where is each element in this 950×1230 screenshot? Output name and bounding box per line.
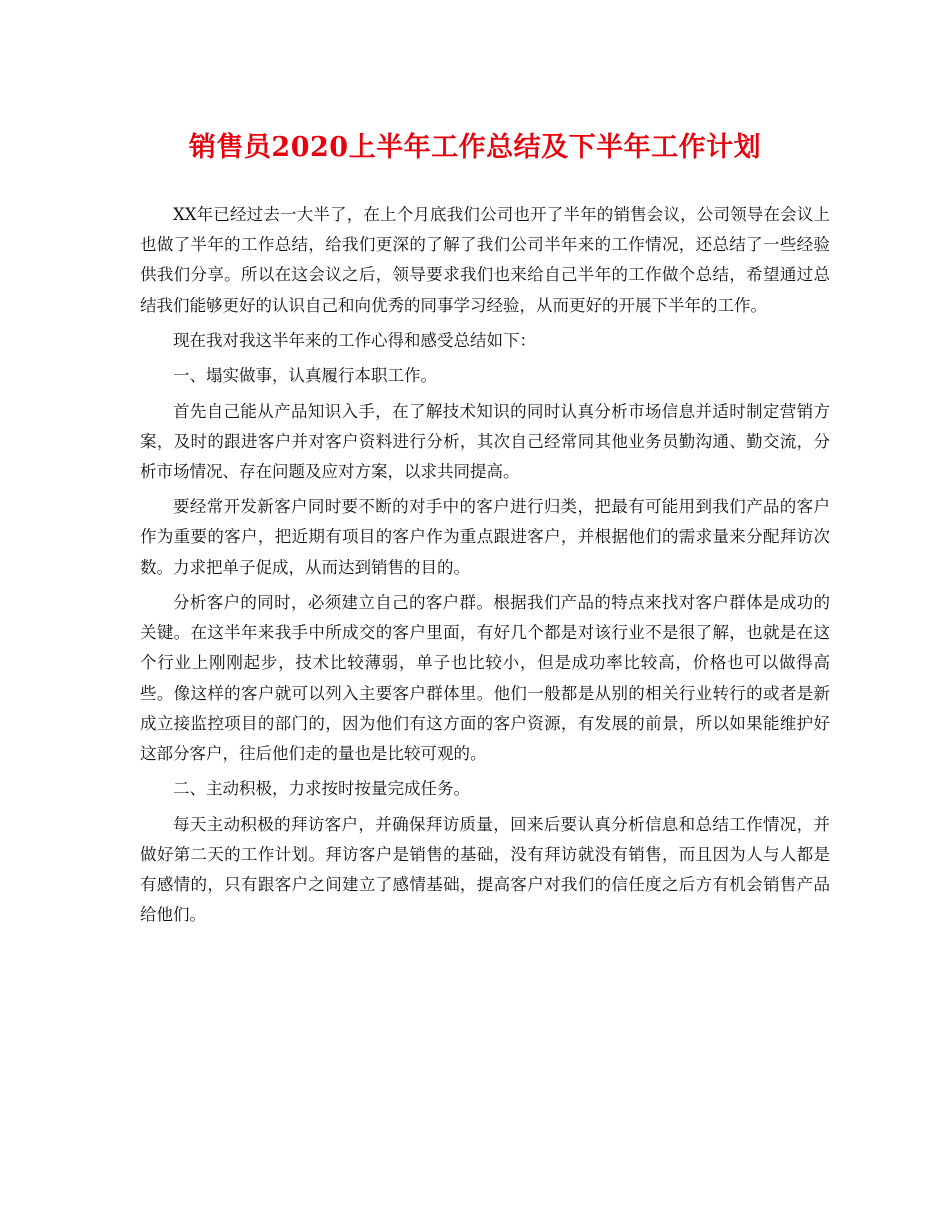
section-heading-1: 一、塌实做事，认真履行本职工作。 [173, 366, 437, 386]
paragraph-client-visits: 每天主动积极的拜访客户，并确保拜访质量，回来后要认真分析信息和总结工作情况，并做好第二天的工作计划。拜访客户是销售的基础，没有拜访就没有销售，而且因为人与人都是有感情的，只有跟客户之间建立了感情基础，提高客户对我们的信任度之后方有机会销售产品给他们。 [140, 814, 830, 925]
paragraph-product-knowledge: 首先自己能从产品知识入手，在了解技术知识的同时认真分析市场信息并适时制定营销方案，及时的跟进客户并对客户资料进行分析，其次自己经常同其他业务员勤沟通、勤交流，分析市场情况、存在问题及应对方案，以求共同提高。 [140, 401, 830, 481]
paragraph-intro: XX年已经过去一大半了，在上个月底我们公司也开了半年的销售会议，公司领导在会议上也做了半年的工作总结，给我们更深的了解了我们公司半年来的工作情况，还总结了一些经验供我们分享。所以在这会议之后，领导要求我们也来给自己半年的工作做个总结，希望通过总结我们能够更好的认识自己和向优秀的同事学习经验，从而更好的开展下半年的工作。 [140, 205, 830, 315]
document-body [140, 200, 830, 935]
section-heading-2: 二、主动积极，力求按时按量完成任务。 [173, 779, 470, 799]
paragraph-customer-classification: 要经常开发新客户同时要不断的对手中的客户进行归类，把最有可能用到我们产品的客户作为重要的客户，把近期有项目的客户作为重点跟进客户，并根据他们的需求量来分配拜访次数。力求把单子促成，从而达到销售的目的。 [140, 497, 830, 577]
paragraph-customer-group: 分析客户的同时，必须建立自己的客户群。根据我们产品的特点来找对客户群体是成功的关键。在这半年来我手中所成交的客户里面，有好几个都是对该行业不是很了解，也就是在这个行业上刚刚起步，技术比较薄弱，单子也比较小，但是成功率比较高，价格也可以做得高些。像这样的客户就可以列入主要客户群体里。他们一般都是从别的相关行业转行的或者是新成立接监控项目的部门的，因为他们有这方面的客户资源，有发展的前景，所以如果能维护好这部分客户，往后他们走的量也是比较可观的。 [140, 592, 830, 763]
document-title: 销售员2020上半年工作总结及下半年工作计划 [188, 132, 762, 163]
paragraph-summary-lead: 现在我对我这半年来的工作心得和感受总结如下： [173, 330, 536, 350]
